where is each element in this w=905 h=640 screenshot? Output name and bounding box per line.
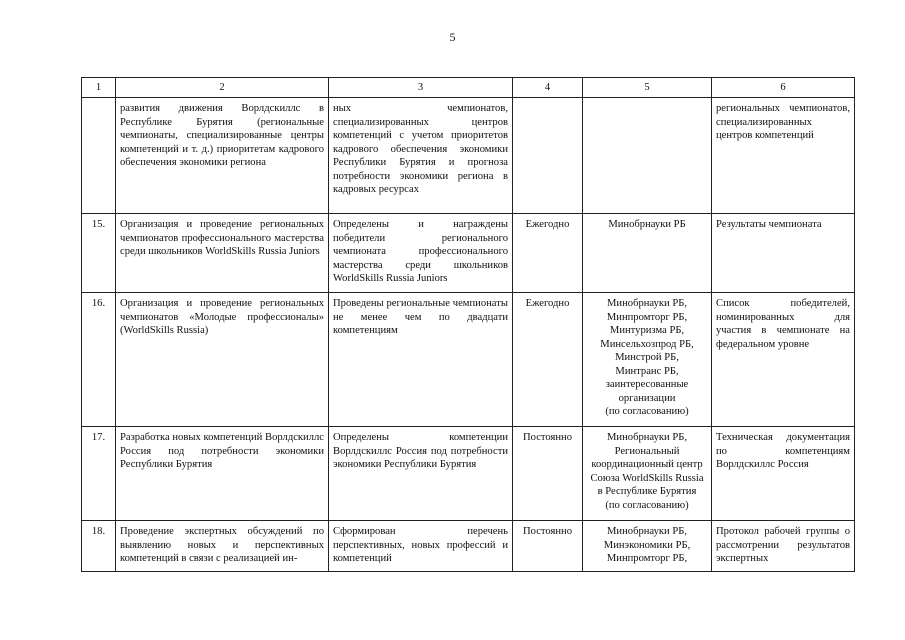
- executor: Минобрнауки РБ: [608, 219, 686, 231]
- result-cell: Сформирован перечень перспективных, новых профессий и компетенций: [329, 521, 513, 572]
- column-header: 4: [513, 78, 583, 98]
- executors-cell: [583, 521, 712, 572]
- term-cell: Ежегодно: [513, 293, 583, 427]
- row-number: 16.: [82, 293, 116, 427]
- measure-cell: Разработка новых компетенций Ворлдскиллс Россия под потребности экономики Республики Бурятия: [116, 427, 329, 521]
- executors-cell: [583, 293, 712, 427]
- row-number: 17.: [82, 427, 116, 521]
- table-row: [82, 98, 855, 214]
- term-cell: Постоянно: [513, 427, 583, 521]
- executor: Минэкономики РБ,: [603, 539, 691, 551]
- column-header: 3: [329, 78, 513, 98]
- executor: Минпромторг РБ,: [606, 311, 688, 323]
- executor: Минобрнауки РБ,: [607, 526, 687, 538]
- column-header: 1: [82, 78, 116, 98]
- column-header: 2: [116, 78, 329, 98]
- term-cell: [513, 98, 583, 214]
- executor: заинтересованные: [605, 379, 689, 391]
- executor: (по согласованию): [605, 406, 689, 418]
- executor: (по согласованию): [605, 499, 689, 511]
- executor: Минобрнауки РБ,: [607, 432, 687, 444]
- measure-cell: Организация и проведение региональных чемпионатов профессионального мастерства среди школьников WorldSkills Russia Juniors: [116, 214, 329, 293]
- executor: Минтуризма РБ,: [609, 325, 685, 337]
- column-header: 5: [583, 78, 712, 98]
- result-cell: Определены и награждены победители регионального чемпионата профессионального мастерства среди школьников WorldSkills Russia Juniors: [329, 214, 513, 293]
- table-row: [82, 293, 855, 427]
- executor: организации: [618, 392, 676, 404]
- page-number: 5: [449, 30, 456, 44]
- row-number: 15.: [82, 214, 116, 293]
- executor: Минобрнауки РБ,: [607, 298, 687, 310]
- measure-cell: Организация и проведение региональных чемпионатов «Молодые профессионалы» (WorldSkills Russia): [116, 293, 329, 427]
- executors-cell: [583, 214, 712, 293]
- table-header-row: [82, 78, 855, 98]
- document-cell: региональных чемпионатов, специализированных центров компетенций: [712, 98, 855, 214]
- executor: Минтранс РБ,: [615, 365, 679, 377]
- document-cell: Техническая документация по компетенциям Ворлдскиллс Россия: [712, 427, 855, 521]
- measures-table: [81, 77, 855, 572]
- result-cell: Определены компетенции Ворлдскиллс Россия под потребности экономики Республики Бурятия: [329, 427, 513, 521]
- executor: Минпромторг РБ,: [606, 553, 688, 565]
- executor: Региональный координационный центр Союза WorldSkills Russia в Республике Бурятия: [590, 445, 704, 498]
- result-cell: ных чемпионатов, специализированных центров компетенций с учетом приоритетов кадрового обеспечения экономики Республики Бурятия и прогноза потребности экономики региона в кадровых ресурсах: [329, 98, 513, 214]
- measure-cell: Проведение экспертных обсуждений по выявлению новых и перспективных компетенций в связи с реализацией ин-: [116, 521, 329, 572]
- term-cell: Ежегодно: [513, 214, 583, 293]
- row-number: [82, 98, 116, 214]
- executors-cell: [583, 98, 712, 214]
- table-row: [82, 214, 855, 293]
- executor: Минстрой РБ,: [615, 352, 679, 364]
- row-number: 18.: [82, 521, 116, 572]
- term-cell: Постоянно: [513, 521, 583, 572]
- document-cell: Список победителей, номинированных для участия в чемпионате на федеральном уровне: [712, 293, 855, 427]
- document-cell: Результаты чемпионата: [712, 214, 855, 293]
- measure-cell: развития движения Ворлдскиллс в Республике Бурятия (региональные чемпионаты, специализированные центры компетенций и т. д.) приоритетам кадрового обеспечения экономики региона: [116, 98, 329, 214]
- executor: Минсельхозпрод РБ,: [600, 338, 694, 350]
- result-cell: Проведены региональные чемпионаты не менее чем по двадцати компетенциям: [329, 293, 513, 427]
- table-row: [82, 521, 855, 572]
- document-cell: Протокол рабочей группы о рассмотрении результатов экспертных: [712, 521, 855, 572]
- column-header: 6: [712, 78, 855, 98]
- table-row: [82, 427, 855, 521]
- executors-cell: [583, 427, 712, 521]
